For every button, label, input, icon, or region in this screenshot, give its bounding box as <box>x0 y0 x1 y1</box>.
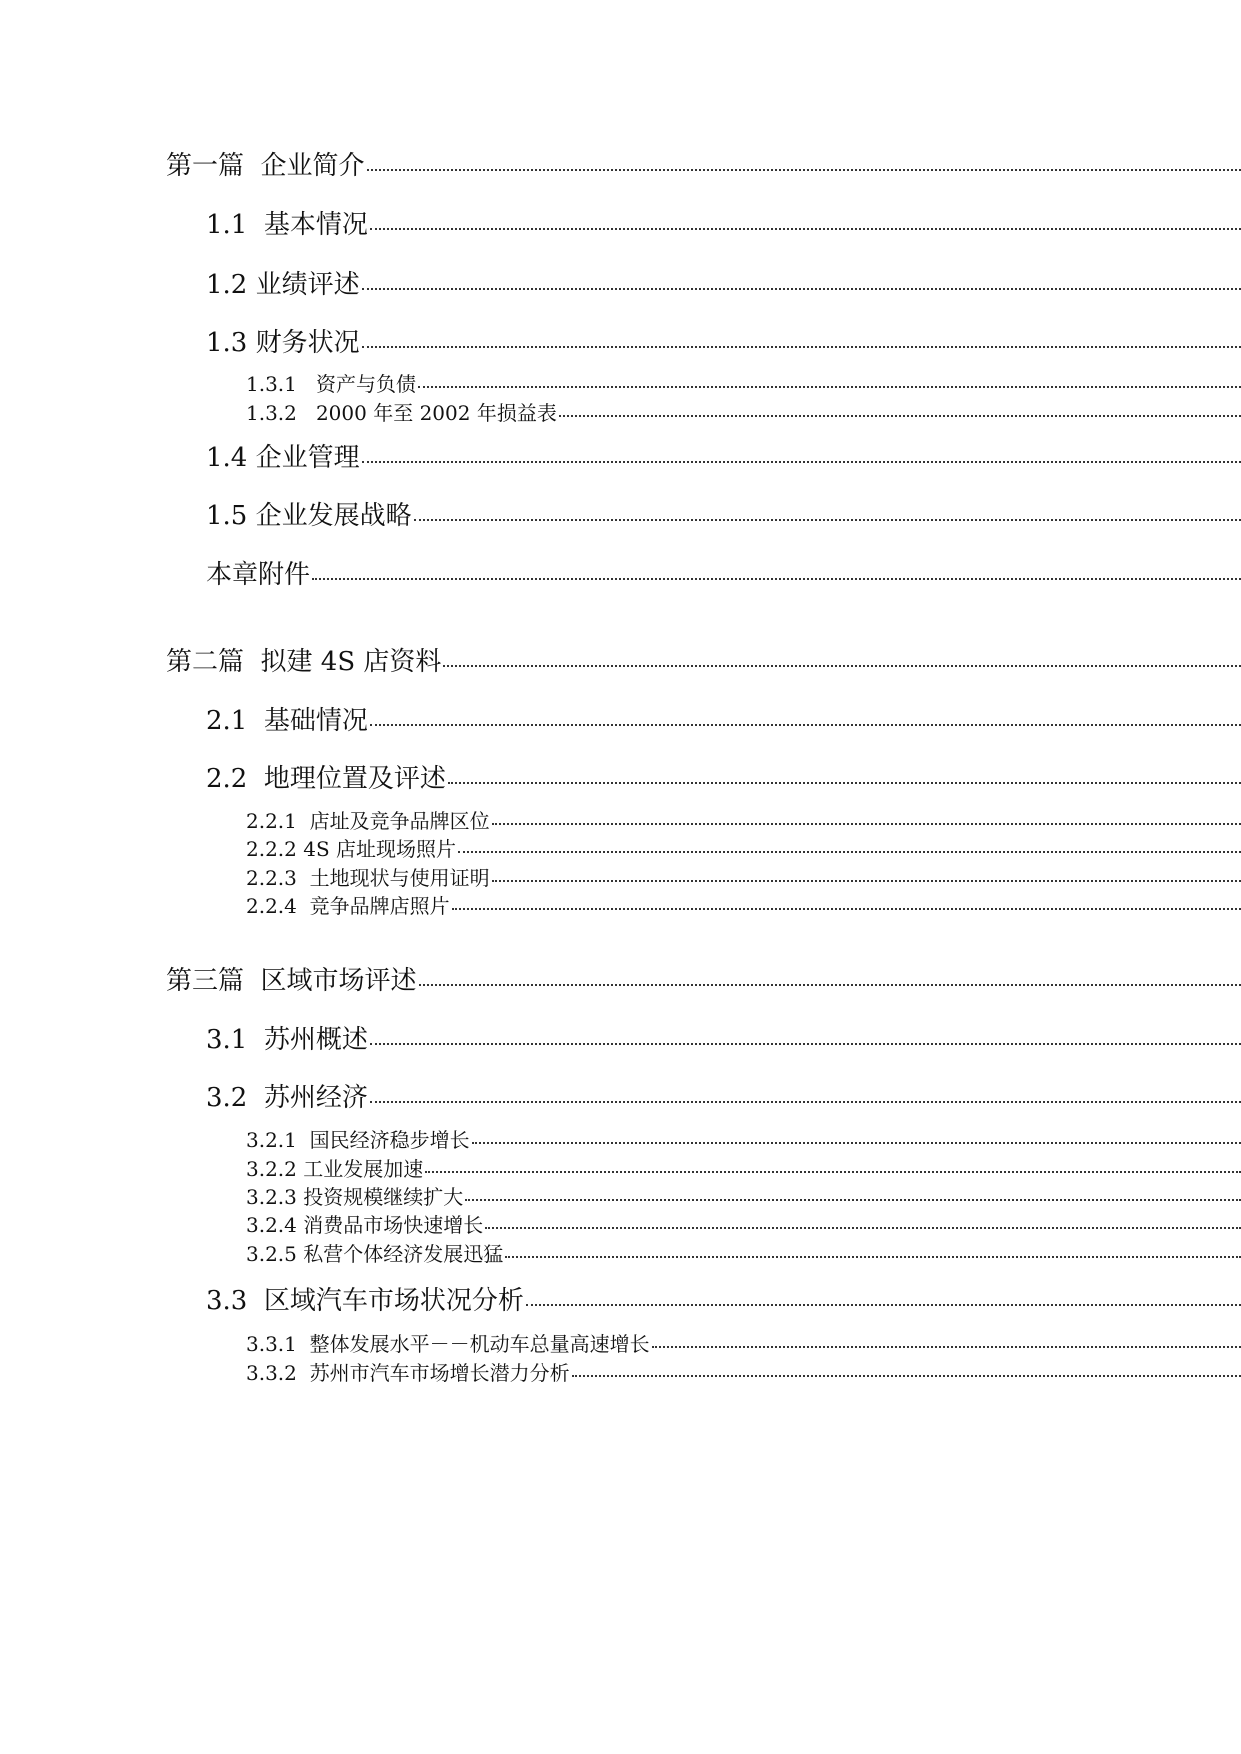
toc-entry-text: 2.2 地理位置及评述 <box>206 764 446 794</box>
toc-entry-text: 3.3.2 苏州市汽车市场增长潜力分析 <box>246 1361 570 1385</box>
toc-dot-leader <box>370 228 1241 230</box>
toc-dot-leader <box>458 851 1241 853</box>
toc-entry-chapter-attachments[interactable] <box>206 554 1241 591</box>
toc-entry-sub-3-2-5[interactable] <box>246 1238 1241 1267</box>
toc-entry-section-3-1[interactable] <box>206 1019 1241 1056</box>
toc-entry-sub-2-2-3[interactable] <box>246 862 1241 891</box>
toc-entry-sub-3-2-2[interactable] <box>246 1153 1241 1182</box>
toc-dot-leader <box>492 880 1241 882</box>
toc-dot-leader <box>505 1256 1241 1258</box>
toc-entry-text: 第一篇 企业简介 <box>166 151 365 181</box>
toc-entry-text: 2.1 基础情况 <box>206 706 368 736</box>
toc-entry-text: 2.2.1 店址及竞争品牌区位 <box>246 809 490 833</box>
toc-entry-text: 2.2.3 土地现状与使用证明 <box>246 866 490 890</box>
toc-entry-text: 3.1 苏州概述 <box>206 1025 368 1055</box>
toc-entry-text: 第二篇 拟建 4S 店资料 <box>166 647 442 677</box>
toc-entry-text: 2.2.2 4S 店址现场照片 <box>246 837 457 861</box>
toc-entry-section-1-4[interactable] <box>206 437 1241 474</box>
toc-entry-text: 1.1 基本情况 <box>206 210 368 240</box>
toc-entry-sub-2-2-4[interactable] <box>246 890 1241 919</box>
toc-entry-text: 3.2.3 投资规模继续扩大 <box>246 1185 464 1209</box>
toc-dot-leader <box>443 665 1241 667</box>
toc-entry-section-3-2[interactable] <box>206 1077 1241 1114</box>
toc-dot-leader <box>452 908 1241 910</box>
toc-dot-leader <box>492 823 1241 825</box>
toc-entry-sub-3-2-1[interactable] <box>246 1124 1241 1153</box>
toc-entry-text: 1.3.1 资产与负债 <box>246 372 416 396</box>
toc-entry-sub-3-3-2[interactable] <box>246 1357 1241 1386</box>
toc-entry-chapter-3[interactable] <box>166 960 1241 997</box>
toc-entry-text: 1.4 企业管理 <box>206 443 360 473</box>
toc-entry-section-2-2[interactable] <box>206 758 1241 795</box>
toc-entry-text: 3.2.2 工业发展加速 <box>246 1157 424 1181</box>
toc-entry-chapter-2[interactable] <box>166 641 1241 678</box>
toc-dot-leader <box>370 724 1241 726</box>
toc-entry-text: 3.3.1 整体发展水平－－机动车总量高速增长 <box>246 1332 650 1356</box>
toc-entry-text: 1.5 企业发展战略 <box>206 501 412 531</box>
toc-entry-sub-1-3-1[interactable] <box>246 368 1241 397</box>
toc-dot-leader <box>414 519 1241 521</box>
toc-dot-leader <box>559 415 1241 417</box>
toc-entry-text: 1.3 财务状况 <box>206 328 360 358</box>
toc-dot-leader <box>472 1142 1241 1144</box>
toc-entry-chapter-1[interactable] <box>166 145 1241 182</box>
toc-dot-leader <box>652 1346 1241 1348</box>
toc-entry-sub-1-3-2[interactable] <box>246 397 1241 426</box>
toc-entry-section-2-1[interactable] <box>206 700 1241 737</box>
toc-entry-text: 本章附件 <box>206 560 311 590</box>
toc-dot-leader <box>419 984 1241 986</box>
toc-entry-section-1-3[interactable] <box>206 322 1241 359</box>
toc-entry-text: 第三篇 区域市场评述 <box>166 966 417 996</box>
toc-dot-leader <box>526 1304 1241 1306</box>
toc-dot-leader <box>312 578 1241 580</box>
toc-entry-text: 3.2.4 消费品市场快速增长 <box>246 1213 484 1237</box>
toc-dot-leader <box>362 461 1241 463</box>
toc-entry-text: 1.2 业绩评述 <box>206 270 360 300</box>
toc-entry-text: 3.2.1 国民经济稳步增长 <box>246 1128 470 1152</box>
toc-entry-text: 3.2 苏州经济 <box>206 1083 368 1113</box>
toc-entry-sub-3-3-1[interactable] <box>246 1328 1241 1357</box>
toc-entry-text: 3.2.5 私营个体经济发展迅猛 <box>246 1242 504 1266</box>
toc-entry-text: 3.3 区域汽车市场状况分析 <box>206 1286 524 1316</box>
toc-dot-leader <box>448 782 1241 784</box>
toc-dot-leader <box>485 1227 1241 1229</box>
toc-dot-leader <box>367 169 1241 171</box>
toc-entry-section-1-2[interactable] <box>206 264 1241 301</box>
toc-dot-leader <box>572 1375 1241 1377</box>
toc-dot-leader <box>362 288 1241 290</box>
toc-dot-leader <box>418 386 1241 388</box>
toc-dot-leader <box>465 1199 1241 1201</box>
toc-entry-sub-3-2-4[interactable] <box>246 1209 1241 1238</box>
toc-dot-leader <box>362 346 1241 348</box>
toc-entry-text: 2.2.4 竞争品牌店照片 <box>246 894 450 918</box>
toc-entry-text: 1.3.2 2000 年至 2002 年损益表 <box>246 401 557 425</box>
toc-entry-sub-2-2-1[interactable] <box>246 805 1241 834</box>
toc-dot-leader <box>370 1043 1241 1045</box>
toc-entry-sub-2-2-2[interactable] <box>246 833 1241 862</box>
toc-dot-leader <box>370 1101 1241 1103</box>
toc-entry-section-1-5[interactable] <box>206 495 1241 532</box>
toc-entry-section-1-1[interactable] <box>206 204 1241 241</box>
toc-entry-section-3-3[interactable] <box>206 1280 1241 1317</box>
toc-entry-sub-3-2-3[interactable] <box>246 1181 1241 1210</box>
toc-dot-leader <box>425 1171 1241 1173</box>
